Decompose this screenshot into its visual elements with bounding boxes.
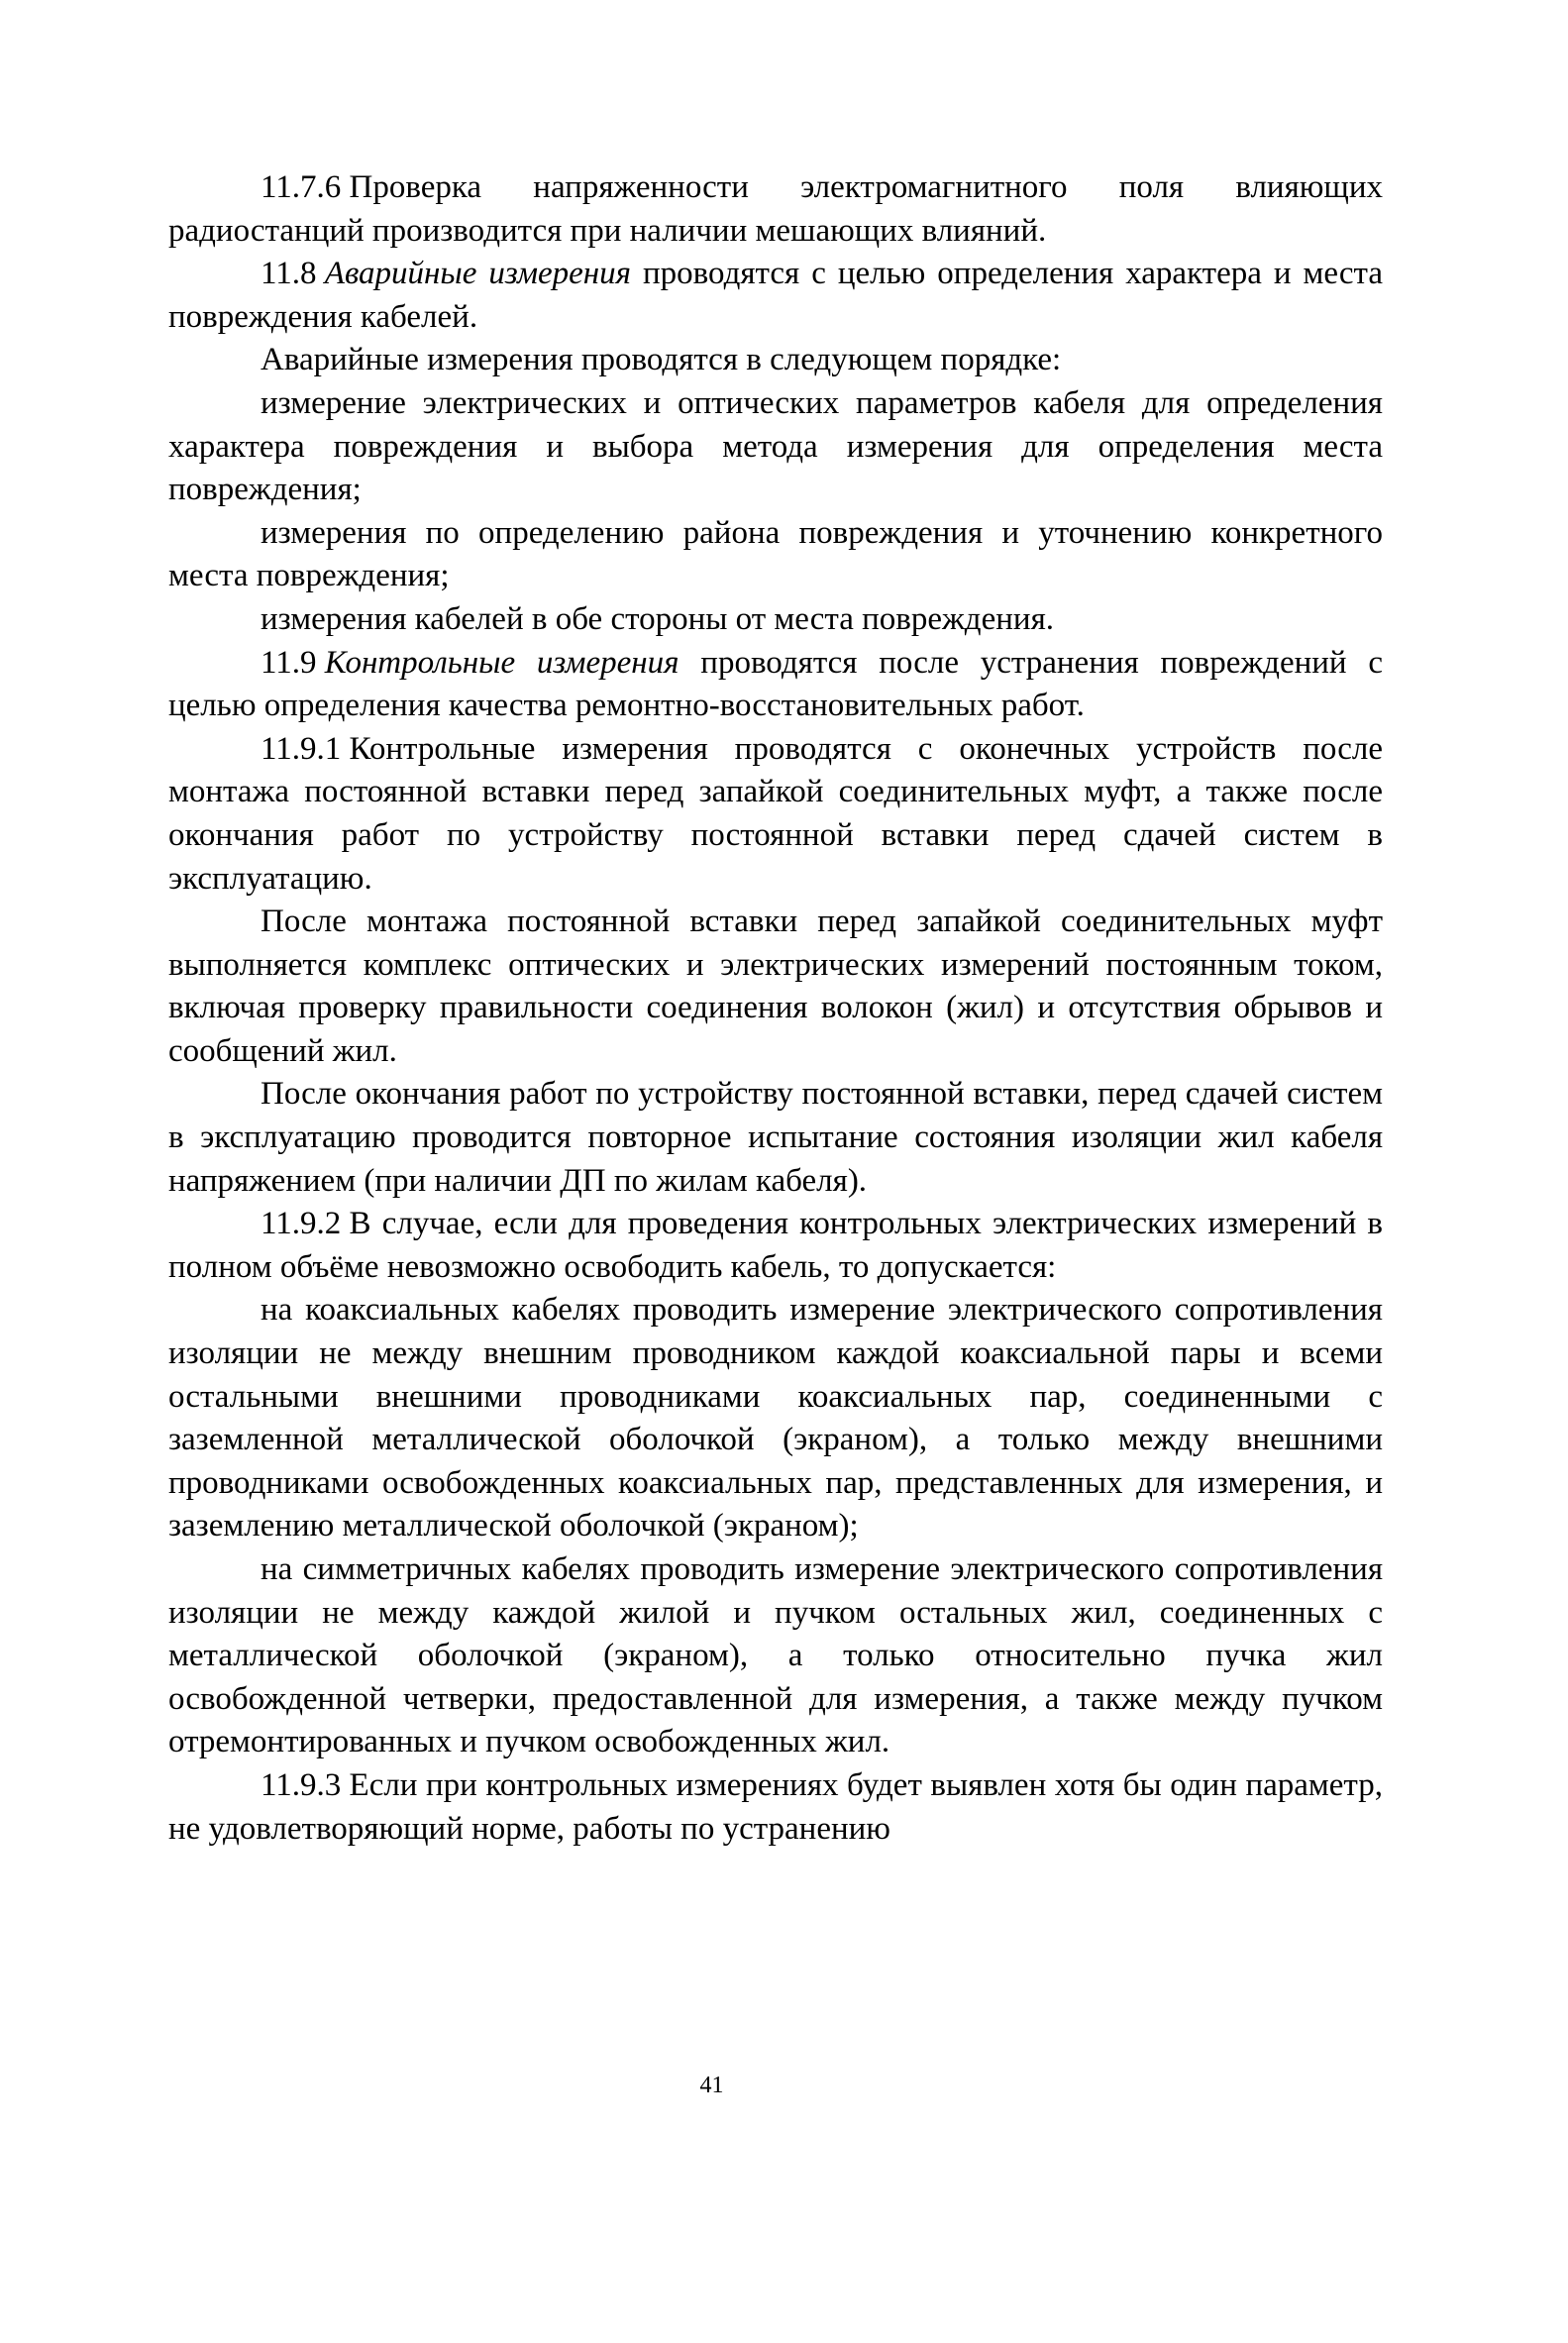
paragraph-text: проводятся с целью определения характера и места повреждения кабелей.	[168, 256, 1383, 335]
list-item-coaxial	[168, 1289, 1383, 1548]
paragraph-text: Проверка напряженности электромагнитного поля влияющих радиостанций производится при наличии мешающих влияний.	[168, 169, 1383, 249]
paragraph-11-9	[168, 642, 1383, 728]
paragraph-text: на коаксиальных кабелях проводить измерение электрического сопротивления изоляции не между внешним проводником каждой коаксиальной пары и всеми остальными внешними проводниками коаксиальных пар, соединенными с заземленной металлической оболочкой (экраном), а только между внешними проводниками освобожденных коаксиальных пар, представленных для измерения, и заземлению металлической оболочкой (экраном);	[168, 1292, 1383, 1544]
paragraph-text: Если при контрольных измерениях будет выявлен хотя бы один параметр, не удовлетворяющий норме, работы по устранению	[168, 1766, 1383, 1847]
paragraph-11-9-2	[168, 1203, 1383, 1289]
page-number: 41	[699, 2073, 724, 2098]
paragraph-emergency-order	[168, 339, 1383, 382]
paragraph-text: измерения по определению района повреждения и уточнению конкретного места повреждения;	[168, 514, 1383, 594]
paragraph-11-9-1	[168, 728, 1383, 901]
paragraph-after-completion	[168, 1073, 1383, 1203]
paragraph-text: После монтажа постоянной вставки перед запайкой соединительных муфт выполняется комплекс оптических и электрических измерений постоянным током, включая проверку правильности соединения волокон (жил) и отсутствия обрывов и сообщений жил.	[168, 904, 1383, 1069]
paragraph-text: После окончания работ по устройству постоянной вставки, перед сдачей систем в эксплуатацию проводится повторное испытание состояния изоляции жил кабеля напряжением (при наличии ДП по жилам кабеля).	[168, 1076, 1383, 1199]
paragraph-text: Контрольные измерения проводятся с оконечных устройств после монтажа постоянной вставки перед запайкой соединительных муфт, а также после окончания работ по устройству постоянной вставки перед сдачей систем в эксплуатацию.	[168, 730, 1383, 897]
list-item-symmetric	[168, 1548, 1383, 1764]
paragraph-11-8	[168, 253, 1383, 339]
clause-number: 11.9.2	[261, 1206, 342, 1242]
clause-number: 11.9.3	[261, 1766, 342, 1803]
paragraph-text: В случае, если для проведения контрольных электрических измерений в полном объёме невозможно освободить кабель, то допускается:	[168, 1206, 1383, 1285]
emphasis-term: Контрольные измерения	[324, 644, 679, 681]
paragraph-11-9-3	[168, 1764, 1383, 1851]
emphasis-term: Аварийные измерения	[324, 256, 632, 292]
clause-number: 11.8	[261, 256, 317, 292]
paragraph-after-mounting	[168, 901, 1383, 1073]
paragraph-11-7-6	[168, 166, 1383, 253]
clause-number: 11.9.1	[261, 730, 342, 767]
paragraph-text: Аварийные измерения проводятся в следующем порядке:	[261, 342, 1062, 378]
list-item-parameters	[168, 382, 1383, 512]
document-page	[168, 166, 1383, 1851]
clause-number: 11.9	[261, 644, 317, 681]
list-item-area	[168, 512, 1383, 598]
paragraph-text: на симметричных кабелях проводить измерение электрического сопротивления изоляции не между каждой жилой и пучком остальных жил, соединенных с металлической оболочкой (экраном), а только относительно пучка жил освобожденной четверки, предоставленной для измерения, а также между пучком отремонтированных и пучком освобожденных жил.	[168, 1551, 1383, 1760]
paragraph-text: измерения кабелей в обе стороны от места повреждения.	[261, 600, 1054, 637]
list-item-both-sides	[168, 598, 1383, 642]
paragraph-text: измерение электрических и оптических параметров кабеля для определения характера повреждения и выбора метода измерения для определения места повреждения;	[168, 384, 1383, 508]
paragraph-text: проводятся после устранения повреждений с целью определения качества ремонтно-восстановительных работ.	[168, 644, 1384, 724]
clause-number: 11.7.6	[261, 169, 342, 205]
